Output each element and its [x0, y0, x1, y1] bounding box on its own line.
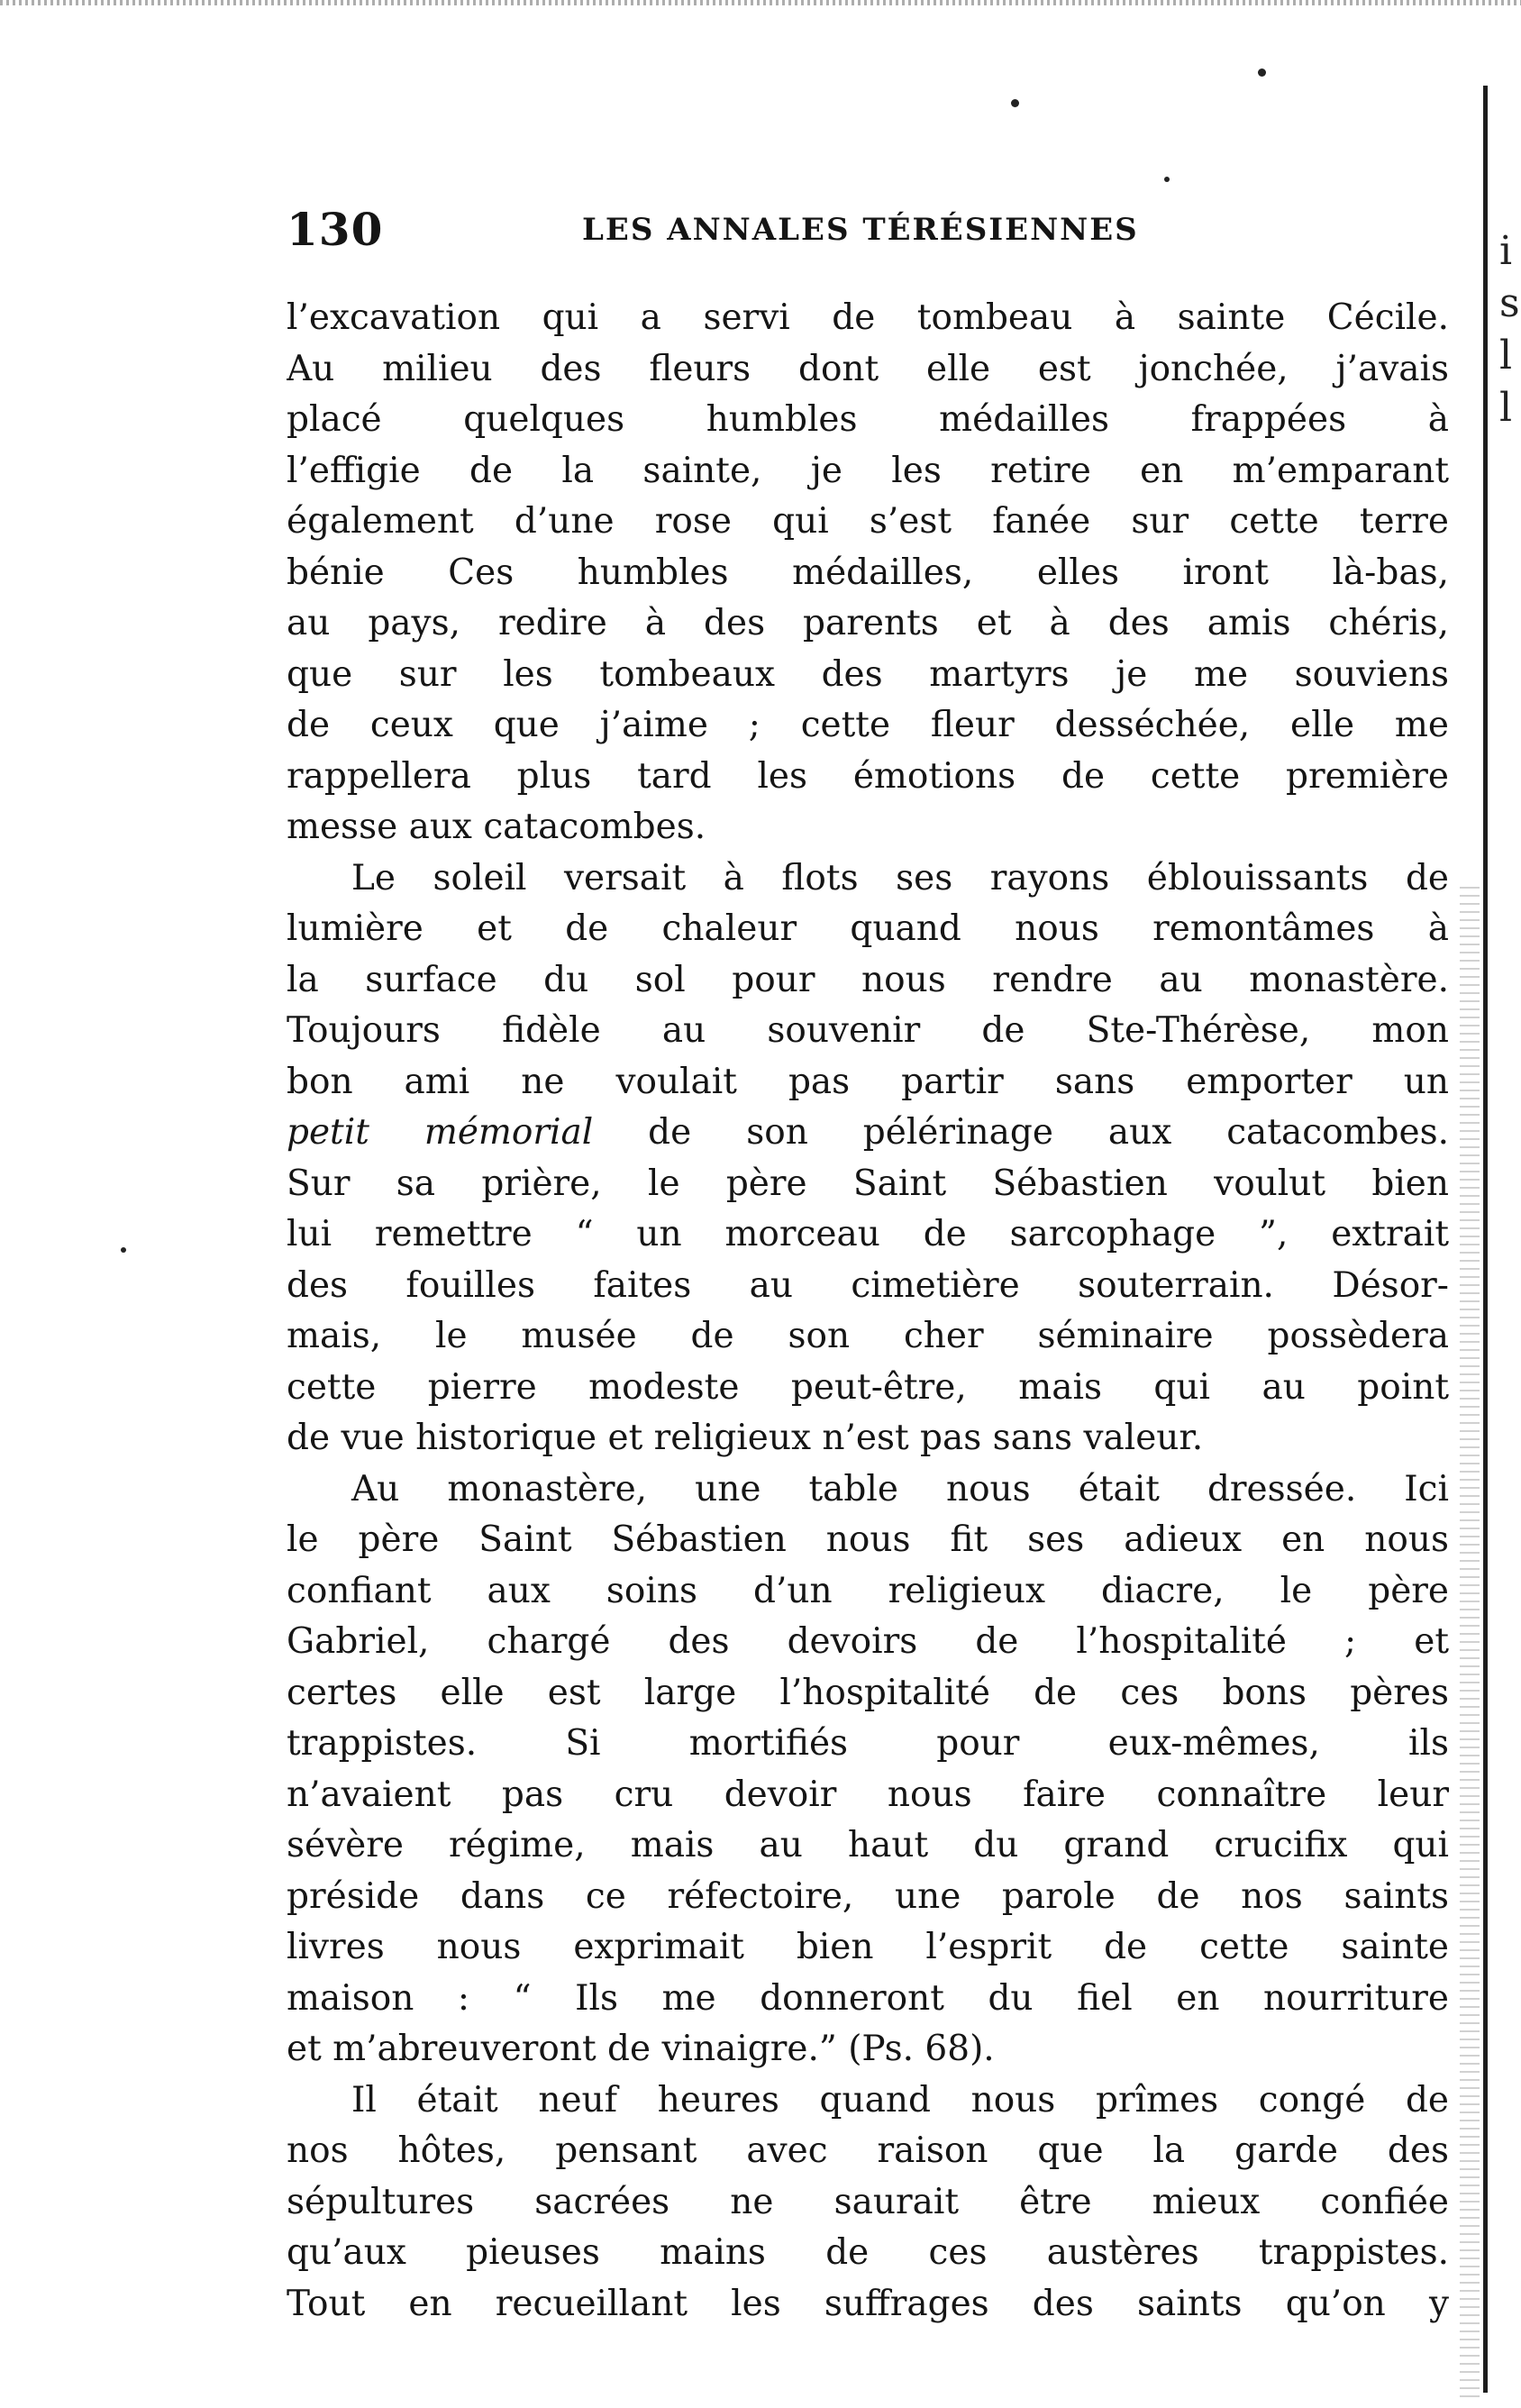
text-line: [287, 344, 1449, 396]
margin-glyph: l: [1499, 333, 1513, 379]
line-text: Gabriel, chargé des devoirs de l’hospitalité ; et: [287, 1621, 1449, 1662]
line-text: l’excavation qui a servi de tombeau à sainte Cécile.: [287, 297, 1449, 338]
line-text: lumière et de chaleur quand nous remontâmes à: [287, 908, 1449, 949]
line-text: de ceux que j’aime ; cette fleur desséchée, elle me: [287, 705, 1449, 745]
text-line: [287, 904, 1449, 955]
facing-page-margin-text: [1499, 225, 1521, 434]
text-line: [287, 598, 1449, 650]
line-text: n’avaient pas cru devoir nous faire connaître leur: [287, 1774, 1449, 1815]
line-text: confiant aux soins d’un religieux diacre, le père: [287, 1570, 1449, 1611]
text-line: [287, 497, 1449, 548]
page-header: [287, 203, 1442, 266]
line-text: maison : “ Ils me donneront du fiel en nourriture: [287, 1977, 1449, 2019]
text-line: [287, 1515, 1449, 1566]
line-text: qu’aux pieuses mains de ces austères trappistes.: [287, 2232, 1449, 2273]
line-text: placé quelques humbles médailles frappées à: [287, 399, 1449, 440]
text-line: [287, 1057, 1449, 1108]
text-line: [287, 293, 1449, 344]
text-line: [287, 2126, 1449, 2177]
line-text: livres nous exprimait bien l’esprit de cette sainte: [287, 1927, 1449, 1967]
running-title: LES ANNALES TÉRÉSIENNES: [582, 212, 1139, 248]
line-text: Au monastère, une table nous était dressée. Ici: [351, 1468, 1449, 1510]
text-line: [287, 1668, 1449, 1719]
body-text: [287, 293, 1449, 2330]
line-text: des fouilles faites au cimetière souterrain. Désor-: [287, 1264, 1449, 1306]
text-line: [287, 1770, 1449, 1821]
line-text: lui remettre “ un morceau de sarcophage ”, extrait: [287, 1214, 1449, 1254]
line-text: au pays, redire à des parents et à des amis chéris,: [287, 603, 1449, 643]
line-text: et m’abreuveront de vinaigre.” (Ps. 68).: [287, 2029, 995, 2069]
line-text: Toujours fidèle au souvenir de Ste-Thérèse, mon: [287, 1010, 1449, 1051]
line-text: de vue historique et religieux n’est pas sans valeur.: [287, 1418, 1204, 1458]
line-text: l’effigie de la sainte, je les retire en m’emparant: [287, 450, 1449, 491]
line-text: trappistes. Si mortifiés pour eux-mêmes, ils: [287, 1723, 1449, 1764]
margin-glyph: l: [1499, 385, 1513, 431]
page-number: 130: [287, 203, 384, 256]
text-line: [287, 1922, 1449, 1974]
line-text: certes elle est large l’hospitalité de ces bons pères: [287, 1672, 1449, 1713]
line-text: également d’une rose qui s’est fanée sur cette terre: [287, 501, 1449, 542]
line-text: Au milieu des fleurs dont elle est jonchée, j’avais: [287, 348, 1449, 389]
line-text: messe aux catacombes.: [287, 807, 706, 847]
text-line: [287, 752, 1449, 803]
scan-edge-texture: [1460, 883, 1480, 2397]
text-line: [287, 2279, 1449, 2330]
line-text: Tout en recueillant les suffrages des saints qu’on y: [287, 2283, 1449, 2324]
text-line: [287, 395, 1449, 446]
text-line: [287, 1159, 1449, 1210]
text-line: [287, 1464, 1449, 1516]
text-line: [287, 853, 1449, 905]
ink-fleck: [1258, 68, 1266, 77]
ink-fleck: [121, 1247, 126, 1253]
line-text: sévère régime, mais au haut du grand crucifix qui: [287, 1825, 1449, 1865]
line-text: de son pélérinage aux catacombes.: [593, 1112, 1449, 1153]
line-text: que sur les tombeaux des martyrs je me souviens: [287, 653, 1449, 695]
text-line: [287, 955, 1449, 1007]
text-line: [287, 1363, 1449, 1414]
text-line: [287, 2024, 1449, 2075]
text-line: [287, 1566, 1449, 1618]
margin-glyph: s: [1499, 280, 1520, 326]
text-line: [287, 802, 1449, 853]
line-text: rappellera plus tard les émotions de cette première: [287, 755, 1449, 797]
line-text: sépultures sacrées ne saurait être mieux confiée: [287, 2181, 1449, 2222]
text-line: [287, 1719, 1449, 1770]
line-text: Sur sa prière, le père Saint Sébastien voulut bien: [287, 1163, 1449, 1204]
ink-fleck: [1011, 99, 1019, 107]
ink-fleck: [1164, 177, 1170, 182]
line-text: bon ami ne voulait pas partir sans emporter un: [287, 1061, 1449, 1102]
text-line: [287, 700, 1449, 752]
text-line: [287, 548, 1449, 599]
line-text: nos hôtes, pensant avec raison que la garde des: [287, 2130, 1449, 2171]
line-text: bénie Ces humbles médailles, elles iront là-bas,: [287, 552, 1449, 593]
line-text: mais, le musée de son cher séminaire possèdera: [287, 1316, 1449, 1356]
text-line: [287, 1872, 1449, 1923]
text-line: [287, 2228, 1449, 2279]
line-text: le père Saint Sébastien nous fit ses adieux en nous: [287, 1519, 1449, 1560]
text-line: [287, 650, 1449, 701]
line-text: la surface du sol pour nous rendre au monastère.: [287, 959, 1449, 1000]
text-line: [287, 446, 1449, 497]
line-text: Le soleil versait à flots ses rayons éblouissants de: [351, 857, 1449, 898]
line-text: Il était neuf heures quand nous prîmes congé de: [351, 2079, 1449, 2121]
text-line: [287, 1261, 1449, 1312]
scan-top-edge: [0, 0, 1521, 5]
binding-edge-line: [1483, 86, 1488, 2393]
text-line: [287, 1209, 1449, 1261]
text-line: [287, 1413, 1449, 1464]
text-line: [287, 1820, 1449, 1872]
text-line: [287, 1006, 1449, 1057]
text-line: [287, 1311, 1449, 1363]
text-line: [287, 2075, 1449, 2127]
margin-glyph: i: [1499, 228, 1513, 274]
italic-phrase: petit mémorial: [287, 1112, 594, 1153]
text-line: [287, 1108, 1449, 1159]
line-text: préside dans ce réfectoire, une parole de nos saints: [287, 1875, 1449, 1917]
line-text: cette pierre modeste peut-être, mais qui au point: [287, 1366, 1449, 1408]
text-line: [287, 1974, 1449, 2025]
text-line: [287, 2177, 1449, 2229]
text-line: [287, 1617, 1449, 1668]
